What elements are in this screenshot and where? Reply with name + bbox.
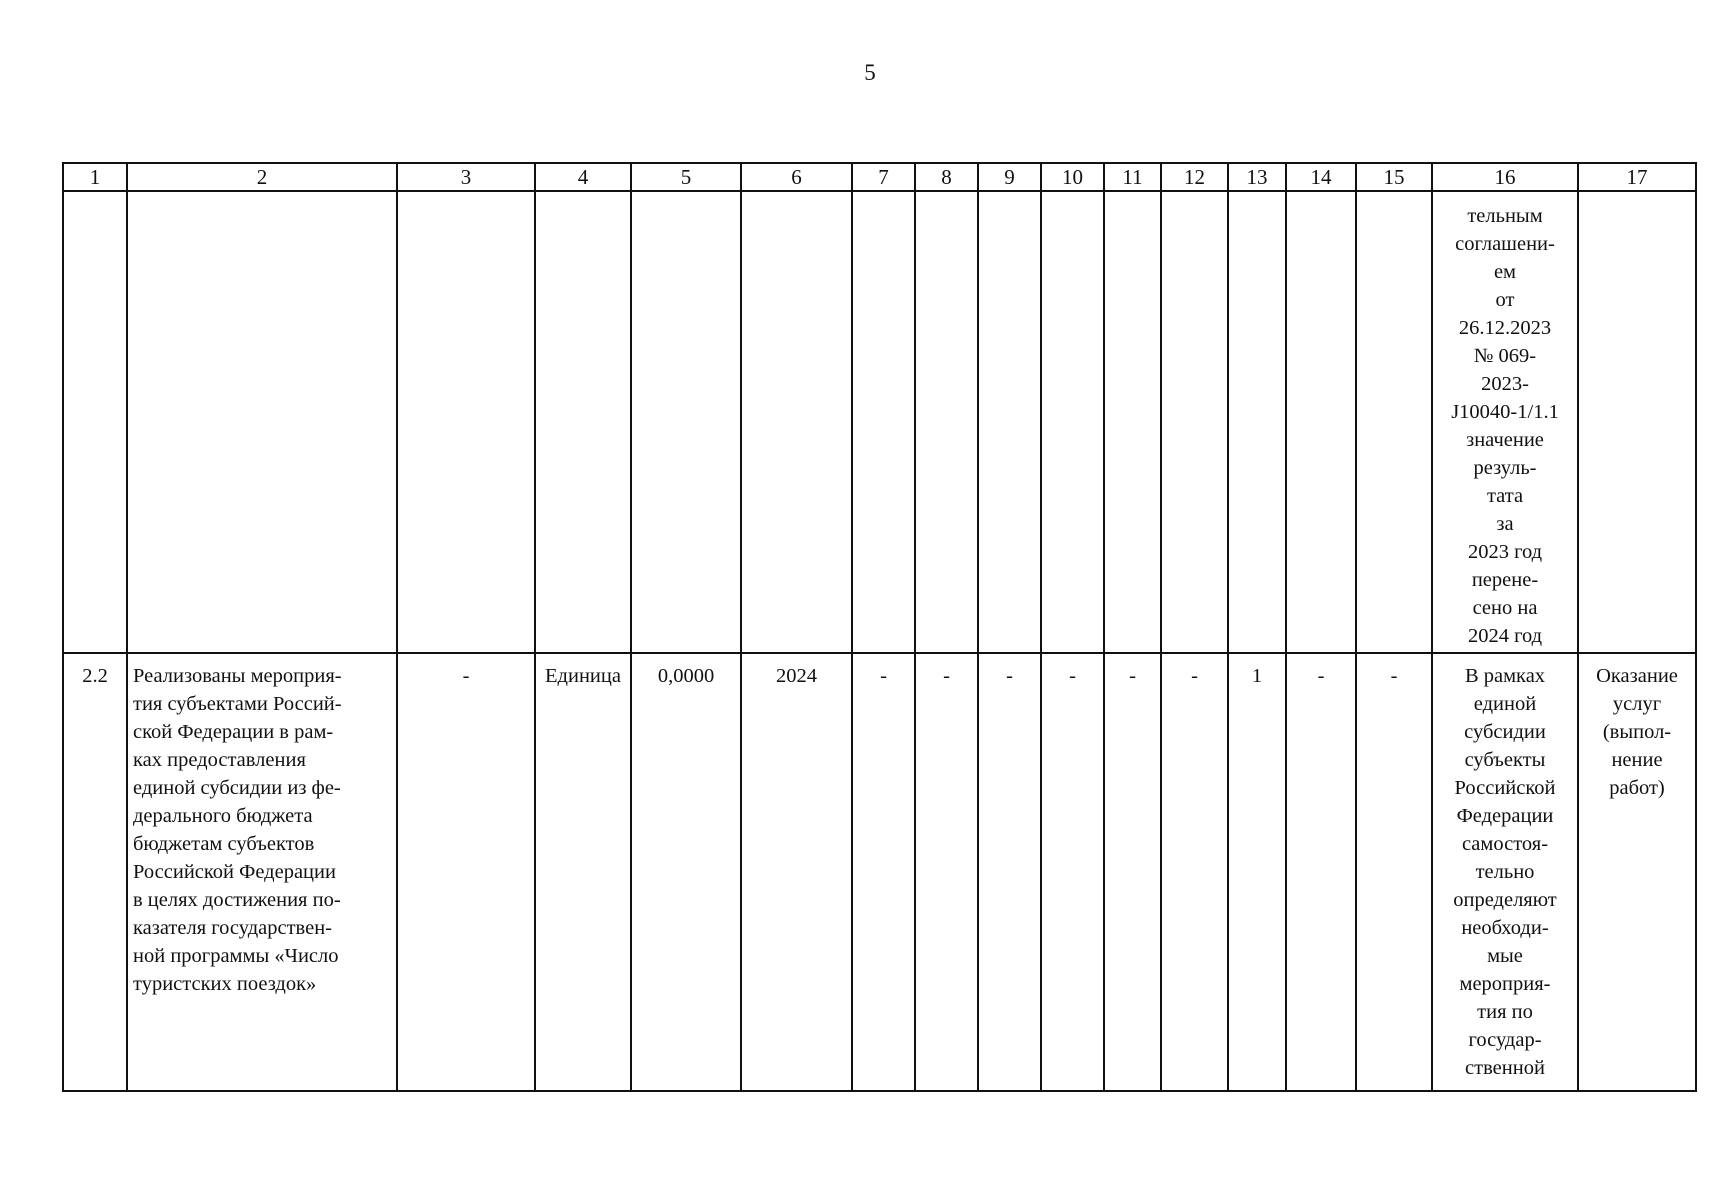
header-col-17: 17: [1578, 163, 1696, 191]
table-header: [63, 163, 1696, 191]
description-line: Реализованы мероприя-: [133, 665, 342, 687]
comment-line: Федерации: [1456, 805, 1554, 827]
cell-empty: [852, 191, 915, 653]
description-line: дерального бюджета: [133, 805, 313, 827]
header-col-6: 6: [741, 163, 852, 191]
header-col-10: 10: [1041, 163, 1104, 191]
header-col-5: 5: [631, 163, 741, 191]
cell-empty: [535, 191, 631, 653]
note-line: значение: [1466, 429, 1544, 451]
cell-col-11: -: [1104, 653, 1161, 1091]
note-line: перене-: [1471, 569, 1539, 591]
comment-line: Российской: [1454, 777, 1556, 799]
results-table: [62, 162, 1697, 1092]
comment-line: тия по: [1477, 1001, 1533, 1023]
header-col-13: 13: [1228, 163, 1286, 191]
cell-empty: [1286, 191, 1356, 653]
description-line: ках предоставления: [133, 749, 306, 771]
header-col-11: 11: [1104, 163, 1161, 191]
comment-line: мые: [1487, 945, 1523, 967]
comment-line: самостоя-: [1461, 833, 1549, 855]
note-line: 2024 год: [1467, 625, 1543, 647]
description-line: туристских поездок»: [133, 973, 317, 995]
description-line: тия субъектами Россий-: [133, 693, 342, 715]
cell-empty: [1228, 191, 1286, 653]
cell-empty: [1041, 191, 1104, 653]
cell-col-3: -: [397, 653, 535, 1091]
cell-empty: [1578, 191, 1696, 653]
cell-empty: [397, 191, 535, 653]
header-col-8: 8: [915, 163, 978, 191]
note-line: от: [1495, 289, 1515, 311]
note-line: 2023-: [1481, 373, 1529, 395]
note-line: 26.12.2023: [1458, 317, 1552, 339]
header-col-9: 9: [978, 163, 1041, 191]
comment-line: мероприя-: [1459, 973, 1551, 995]
cell-empty: [631, 191, 741, 653]
header-col-1: 1: [63, 163, 127, 191]
note-line: 2023 год: [1467, 541, 1543, 563]
cell-empty: [1161, 191, 1228, 653]
header-row: [63, 163, 1696, 191]
cell-empty: [1356, 191, 1432, 653]
comment-line: субъекты: [1464, 749, 1546, 771]
cell-empty: [915, 191, 978, 653]
header-col-2: 2: [127, 163, 397, 191]
description-line: бюджетам субъектов: [133, 833, 315, 855]
comment-line: государ-: [1468, 1029, 1542, 1051]
cell-col-9: -: [978, 653, 1041, 1091]
note-line: тельным: [1467, 205, 1543, 227]
description-line: Российской Федерации: [133, 861, 336, 883]
note-line: за: [1496, 513, 1514, 535]
description-line: казателя государствен-: [133, 917, 332, 939]
comment-line: необходи-: [1461, 917, 1549, 939]
comment-line: определяют: [1453, 889, 1557, 911]
result-type-cell: [1578, 653, 1696, 1091]
page-number: 5: [864, 60, 876, 85]
table-row-2-2: [63, 653, 1696, 1091]
comment-line: единой: [1473, 693, 1537, 715]
comment-line: В рамках: [1464, 665, 1546, 687]
base-year-cell: 2024: [741, 653, 852, 1091]
header-col-15: 15: [1356, 163, 1432, 191]
header-col-14: 14: [1286, 163, 1356, 191]
description-line: единой субсидии из фе-: [133, 777, 341, 799]
cell-empty: [741, 191, 852, 653]
cell-col-14: -: [1286, 653, 1356, 1091]
cell-col-13: 1: [1228, 653, 1286, 1091]
note-line: тата: [1486, 485, 1524, 507]
type-line: (выпол-: [1602, 721, 1672, 743]
description-line: в целях достижения по-: [133, 889, 341, 911]
cell-empty: [978, 191, 1041, 653]
note-line: № 069-: [1473, 345, 1537, 367]
continuation-note-cell: [1432, 191, 1578, 653]
comment-cell: [1432, 653, 1578, 1091]
row-number-cell: 2.2: [63, 653, 127, 1091]
header-col-12: 12: [1161, 163, 1228, 191]
cell-col-12: -: [1161, 653, 1228, 1091]
cell-empty: [63, 191, 127, 653]
header-col-16: 16: [1432, 163, 1578, 191]
description-line: ской Федерации в рам-: [133, 721, 334, 743]
base-value-cell: 0,0000: [631, 653, 741, 1091]
cell-col-7: -: [852, 653, 915, 1091]
cell-col-8: -: [915, 653, 978, 1091]
cell-col-10: -: [1041, 653, 1104, 1091]
cell-empty: [1104, 191, 1161, 653]
header-col-3: 3: [397, 163, 535, 191]
type-line: услуг: [1612, 693, 1662, 715]
comment-line: тельно: [1475, 861, 1535, 883]
cell-col-15: -: [1356, 653, 1432, 1091]
note-line: резуль-: [1473, 457, 1537, 479]
unit-cell: Единица: [535, 653, 631, 1091]
note-line: ем: [1493, 261, 1517, 283]
header-col-7: 7: [852, 163, 915, 191]
type-line: работ): [1609, 777, 1665, 799]
continuation-row: [63, 191, 1696, 653]
description-line: ной программы «Число: [133, 945, 339, 967]
comment-line: ственной: [1465, 1057, 1545, 1079]
header-col-4: 4: [535, 163, 631, 191]
result-description-cell: [127, 653, 397, 1091]
cell-empty: [127, 191, 397, 653]
note-line: сено на: [1472, 597, 1538, 619]
comment-line: субсидии: [1464, 721, 1546, 743]
note-line: соглашени-: [1455, 233, 1555, 255]
type-line: нение: [1611, 749, 1663, 771]
type-line: Оказание: [1596, 665, 1678, 687]
note-line: J10040-1/1.1: [1451, 401, 1559, 423]
